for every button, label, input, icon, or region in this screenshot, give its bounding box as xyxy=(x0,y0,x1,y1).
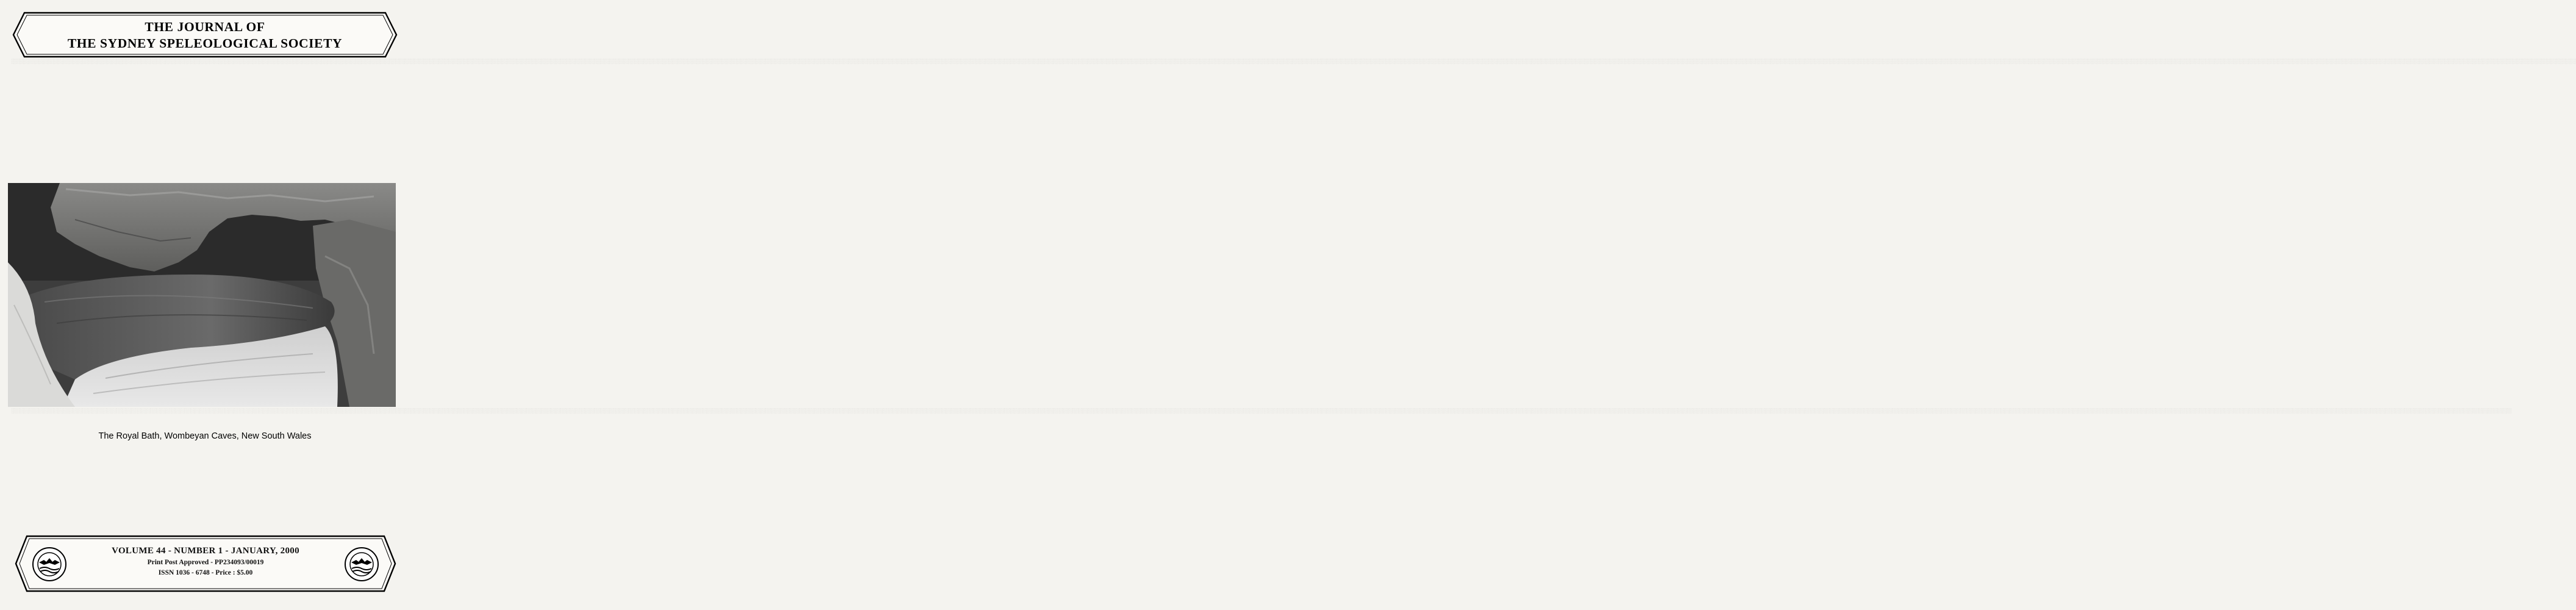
print-post-approval: Print Post Approved - PP234093/00019 xyxy=(147,559,264,566)
journal-masthead xyxy=(12,12,398,58)
volume-number-date: VOLUME 44 - NUMBER 1 - JANUARY, 2000 xyxy=(112,546,299,556)
photo-caption: The Royal Bath, Wombeyan Caves, New South Wales xyxy=(98,431,312,441)
cave-photo-illustration xyxy=(8,183,396,407)
cover-photo xyxy=(8,183,396,407)
issn-price: ISSN 1036 - 6748 - Price : $5.00 xyxy=(158,569,253,576)
bleed-through-texture: ░░░░░░░░░░░░░░░░░░░░░░░░░░░░░░░░░░░░░░░░░░░░░░░░░░░░░░░░░░░░░░░░░░░░░░░░░░░░░░░░░░░░░░░░░░░░░░░░░░░░░░░░░░░░░░░░░░░░░░░░░░░░░░░░░░░░░░░░░░░░░░░░░░░░░░░░░░░░░░░░░░░░░░░░░░░░░░░░░░░░░░░░░░░░░░░░░░░░░░░░░░░░░░░░░░░░░░░░░░░░░░░░░░░░░░░░░░░░░░░░░░░░░░░░░░░░░░░░░░░░░░░░░░░░░░░░░░░░░░░░░░░░░░░░░░░░░░░░░░░░░░░░░░░░░░░░░░░░░░░░░░░░░░░░░░░░░░░░░░░░░░░░░░░░░░░░░░░░░░░░░░░░░░░░░░░░░░░░░░░░░░░░░░░░░░░░░░░░░░░░░░░░░░░░░░░░░░░░░░░░░░░░░░░░░░░░░░░░░░░░░░░░░░░░░░░░░░░░░░░░░░░░░░░░░░░░░░░░░░░░░░░░░░░░░░░░░░░░░░░░░░░░░░░░░░░░░░░░░░░░░░░░░░░░░░░░░░░░░░░░░░░░░░░░░░░░░░░░░░░░░░░░░░░░░░░░░░░░░░░░░░░░░░░░░░░░░░░░░░░░░░░░░░░░░░░░░░░░░░░░░░░░░░░░░░░░░░░░░░░░░░░░░░░░░░░░░░░░░░░░░░░░░░░░░░░░░░░░ xyxy=(11,58,2576,64)
society-logo-icon xyxy=(344,547,379,582)
journal-title-line2: THE SYDNEY SPELEOLOGICAL SOCIETY xyxy=(67,36,343,51)
bleed-through-texture: ░░░░░░░░░░░░░░░░░░░░░░░░░░░░░░░░░░░░░░░░░░░░░░░░░░░░░░░░░░░░░░░░░░░░░░░░░░░░░░░░░░░░░░░░░░░░░░░░░░░░░░░░░░░░░░░░░░░░░░░░░░░░░░░░░░░░░░░░░░░░░░░░░░░░░░░░░░░░░░░░░░░░░░░░░░░░░░░░░░░░░░░░░░░░░░░░░░░░░░░░░░░░░░░░░░░░░░░░░░░░░░░░░░░░░░░░░░░░░░░░░░░░░░░░░░░░░░░░░░░░░░░░░░░░░░░░░░░░░░░░░░░░░░░░░░░░░░░░░░░░░░░░░░░░░░░░░░░░░░░░░░░░░░░░░░░░░░░░░░░░░░░░░░░░░░░░░░░░░░░░░░░░░░░░░░░░░░░░░░░░░░░░░░░░░░░░░░░░░░░░░░░░░░░░░░░░░░░░░░░░░░░░░░░░░░░░░░░░░░░░░░░░░░░░░░░░░░░░░░░░░░░░░░░░░░░░░░░░░░░░░░░░░░░░░░░░░░░░░░░░░░░░░░░░░░░░░░░░░░░░░░░░░░░░░░░░░░░░░░░░░░░░░░░░░░░░░░░░░░░░░░░░░░░░░░░░░░░░░░░░░░░░░░░░░░░░░░░░░░░░░░░░░░░░░░░░░░░░░░░░░░░░░░░░░░░░░░░░░░░░░░░░░░░░░░░░░░░░░░░ xyxy=(11,407,2512,414)
issue-footer xyxy=(15,535,396,592)
journal-title-line1: THE JOURNAL OF xyxy=(145,20,265,34)
